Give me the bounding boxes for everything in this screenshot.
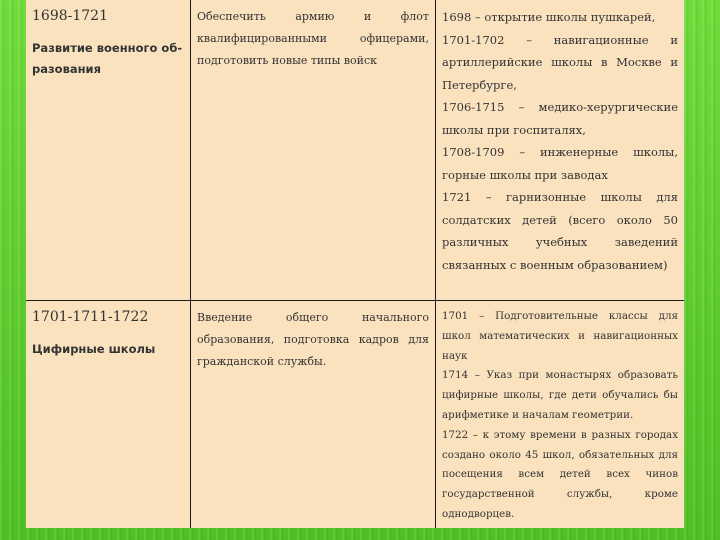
table-row	[26, 301, 684, 529]
goal-cell	[191, 0, 436, 301]
slide-page	[26, 0, 684, 528]
topic-label: Цифирные школы	[32, 342, 156, 356]
goal-cell	[191, 301, 436, 529]
event-item: 1701-1702 – навигационные и артиллерийские школы в Москве и Петербурге,	[442, 32, 678, 92]
event-item: 1722 – к этому времени в разных городах создано около 45 школ, обязательных для посещения всем детей всех чинов государственной службы, кроме однодворцев.	[442, 428, 678, 520]
event-item: 1708-1709 – инженерные школы, горные школы при заводах	[442, 145, 678, 182]
events-cell	[436, 301, 685, 529]
period-cell	[26, 0, 191, 301]
education-history-table	[26, 0, 684, 528]
table-row	[26, 0, 684, 301]
goal-text: Обеспечить армию и флот квалифицированными офицерами, подготовить новые типы войск	[197, 10, 429, 67]
event-item: 1698 – открытие школы пушкарей,	[442, 10, 656, 24]
event-item: 1721 – гарнизонные школы для солдатских детей (всего около 50 различных учебных заведений связанных с военным образованием)	[442, 190, 678, 272]
event-item: 1714 – Указ при монастырях образовать цифирные школы, где дети обучались бы арифметике и началам геометрии.	[442, 369, 678, 421]
events-cell	[436, 0, 685, 301]
years-label: 1701-1711-1722	[32, 309, 149, 325]
event-item: 1706-1715 – медико-херургические школы при госпиталях,	[442, 100, 678, 137]
goal-text: Введение общего начального образования, подготовка кадров для гражданской службы.	[197, 311, 429, 368]
topic-label: Развитие военного об-разования	[32, 41, 183, 76]
event-item: 1701 – Подготовительные классы для школ математических и навигационных наук	[442, 310, 678, 362]
years-label: 1698-1721	[32, 8, 108, 24]
period-cell	[26, 301, 191, 529]
